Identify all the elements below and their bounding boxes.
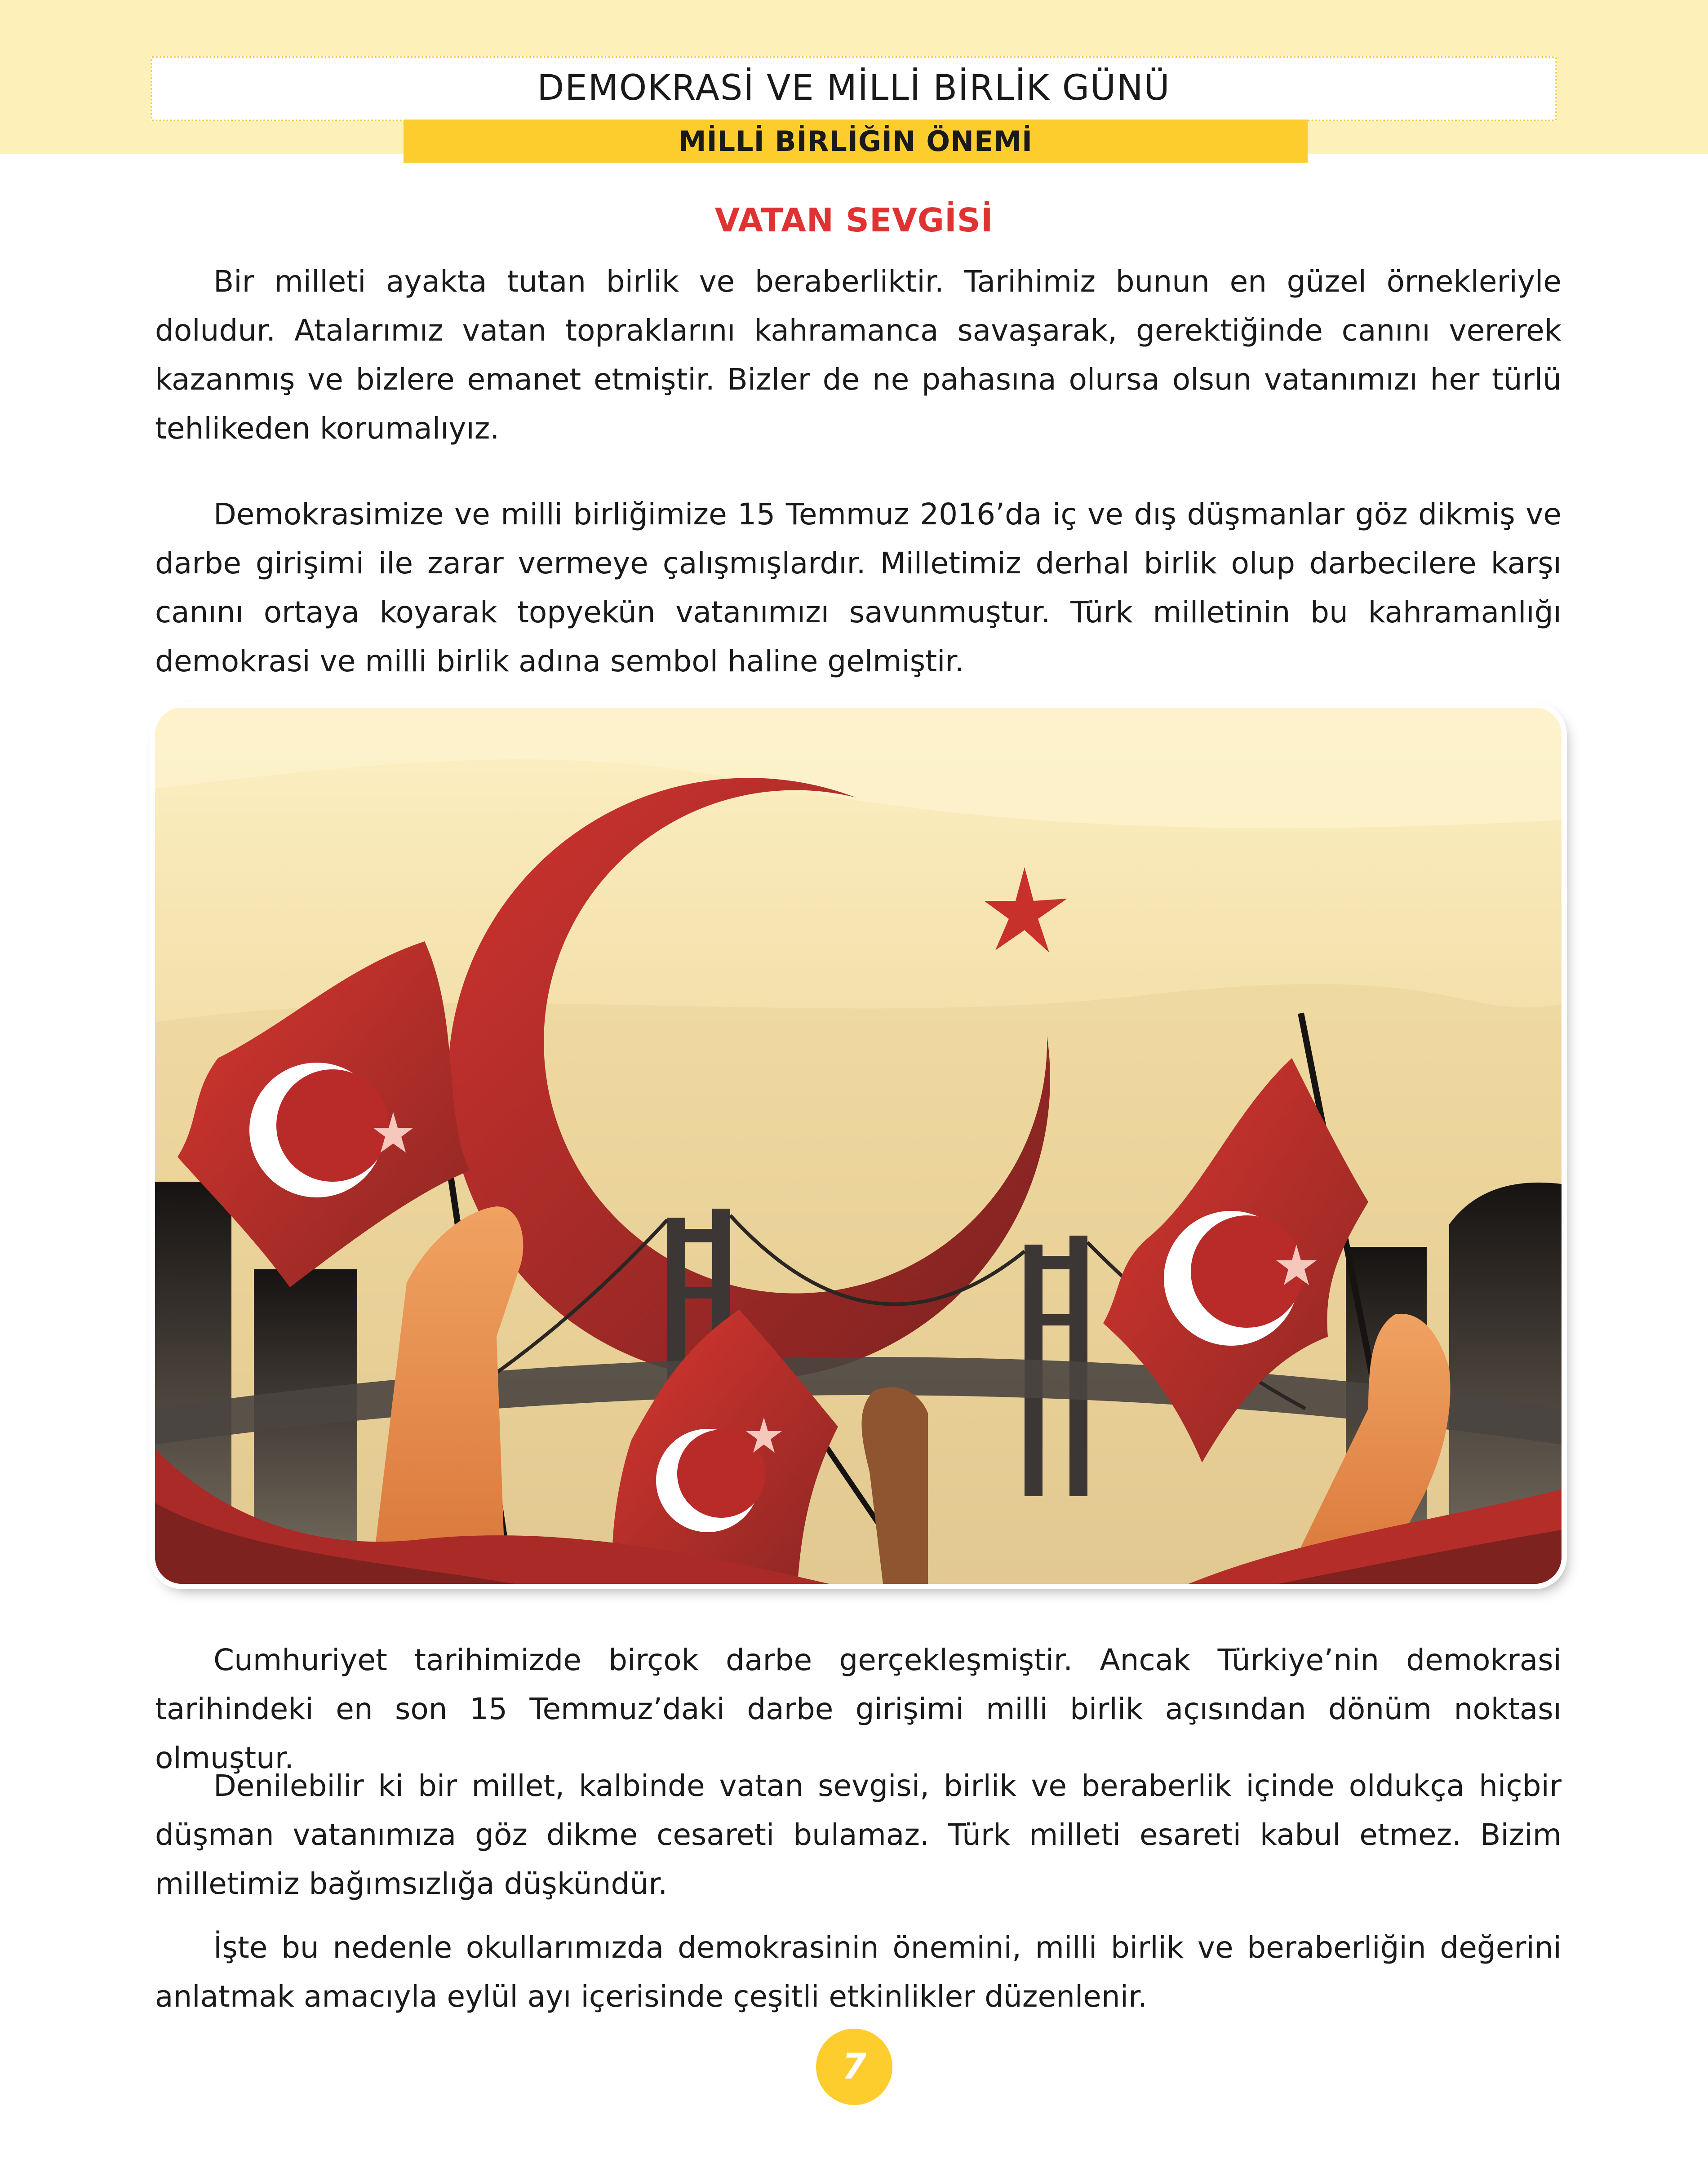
flag-illustration: [155, 708, 1562, 1584]
paragraph-5: İşte bu nedenle okullarımızda demokrasinin önemini, milli birlik ve beraberliğin değerini anlatmak amacıyla eylül ayı içerisinde çeşitli etkinlikler düzenlenir.: [155, 1930, 1562, 2014]
section-title: VATAN SEVGİSİ: [714, 201, 994, 239]
paragraph-2: Demokrasimize ve milli birliğimize 15 Temmuz 2016’da iç ve dış düşmanlar göz dikmiş ve darbe girişimi ile zarar vermeye çalışmışlardır. Milletimiz derhal birlik olup darbecilere karşı canını ortaya koyarak topyekün vatanımızı savunmuştur. Türk milletinin bu kahramanlığı demokrasi ve milli birlik adına sembol haline gelmiştir.: [155, 497, 1562, 678]
paragraph-3: Cumhuriyet tarihimizde birçok darbe gerçekleşmiştir. Ancak Türkiye’nin demokrasi tarihindeki en son 15 Temmuz’daki darbe girişimi milli birlik açısından dönüm noktası olmuştur.: [155, 1643, 1562, 1775]
page-header-subtitle-bar: [404, 120, 1308, 163]
page-header-title-box: [151, 56, 1557, 121]
page-header-title: DEMOKRASİ VE MİLLİ BİRLİK GÜNÜ: [537, 67, 1171, 108]
paragraph-4: Denilebilir ki bir millet, kalbinde vatan sevgisi, birlik ve beraberlik içinde oldukça hiçbir düşman vatanımıza göz dikme cesareti bulamaz. Türk milleti esareti kabul etmez. Bizim milletimiz bağımsızlığa düşkündür.: [155, 1769, 1562, 1901]
page-number: 7: [842, 2047, 867, 2087]
paragraph-1: Bir milleti ayakta tutan birlik ve beraberliktir. Tarihimiz bunun en güzel örnekleriyle doludur. Atalarımız vatan topraklarını kahramanca savaşarak, gerektiğinde canını vererek kazanmış ve bizlere emanet etmiştir. Bizler de ne pahasına olursa olsun vatanımızı her türlü tehlikeden korumalıyız.: [155, 264, 1562, 446]
page-header-subtitle: MİLLİ BİRLİĞİN ÖNEMİ: [678, 124, 1033, 158]
page-number-badge: [816, 2029, 892, 2105]
